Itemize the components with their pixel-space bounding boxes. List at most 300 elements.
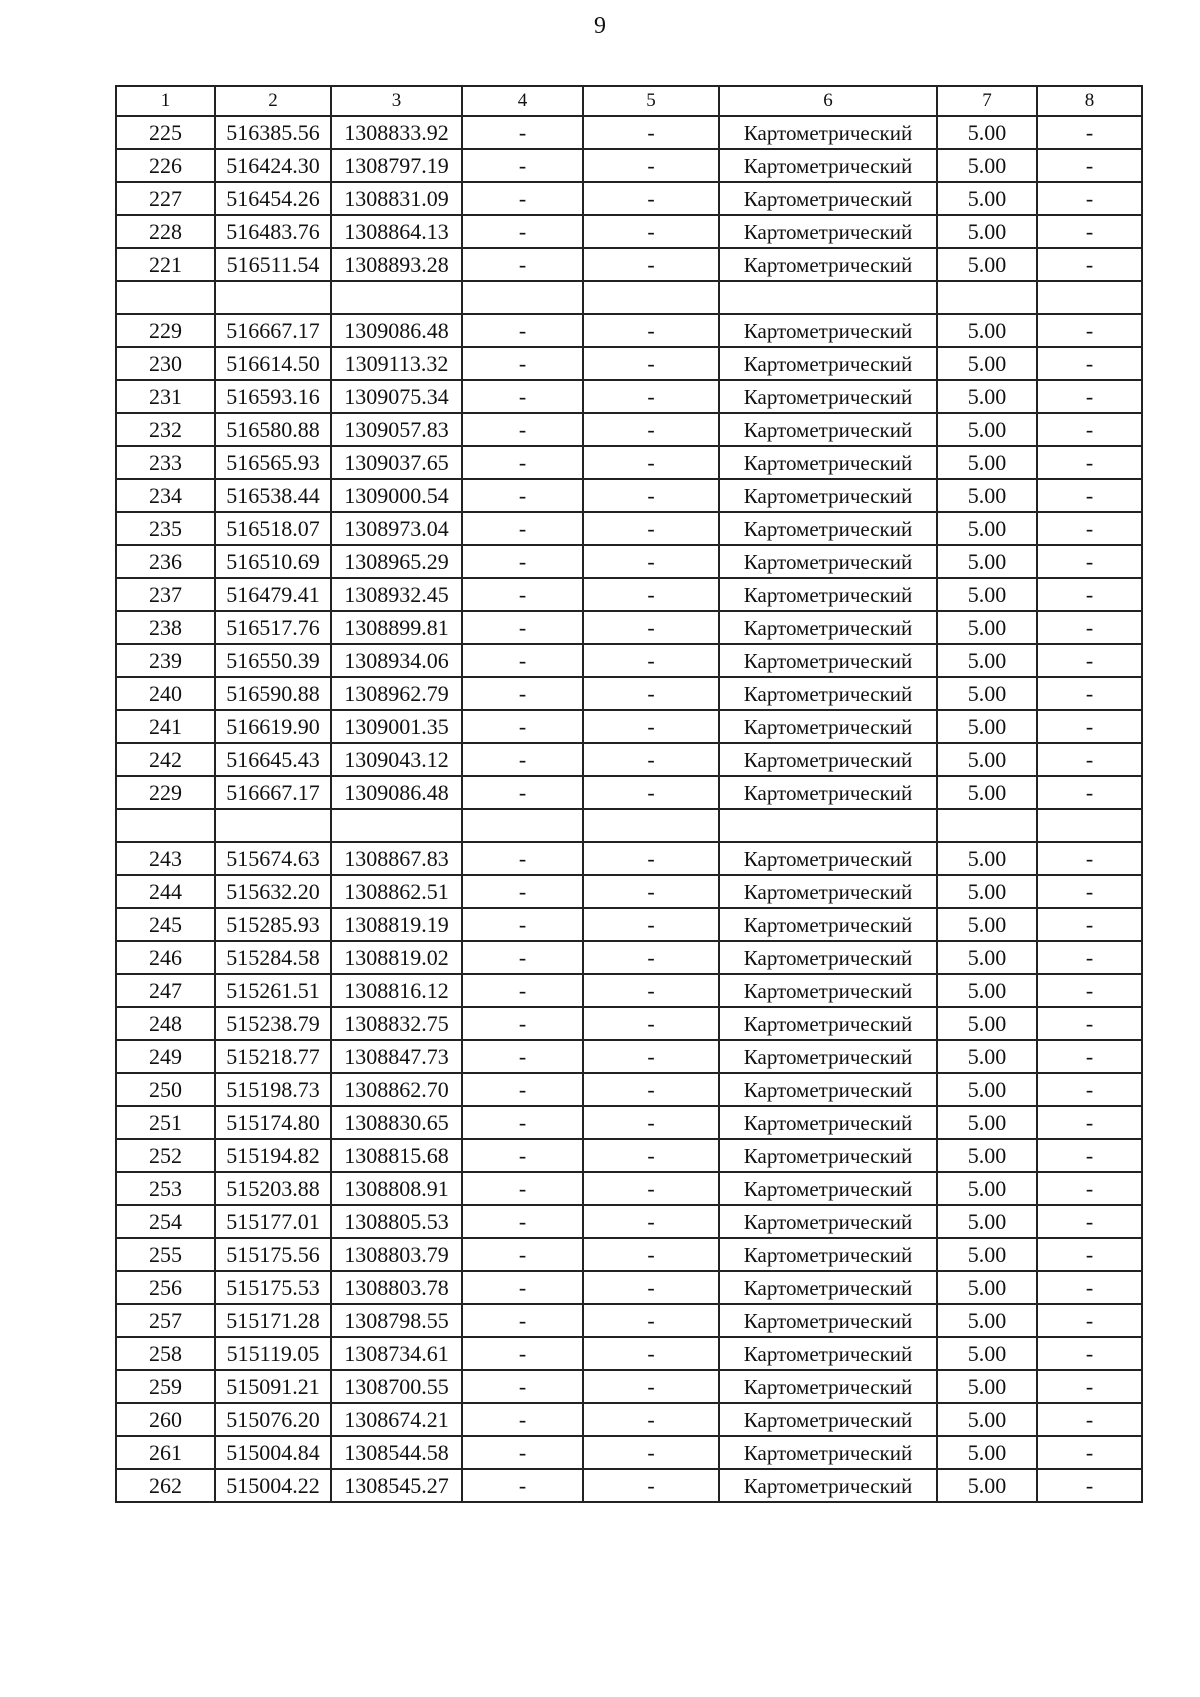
table-row: [116, 1139, 1142, 1172]
column-4-cell: -: [462, 1304, 583, 1337]
y-coordinate-cell: 1308973.04: [331, 512, 462, 545]
y-coordinate-cell: 1308867.83: [331, 842, 462, 875]
x-coordinate-cell: 516538.44: [215, 479, 331, 512]
column-5-cell: -: [583, 479, 719, 512]
column-header: 1: [116, 86, 215, 116]
y-coordinate-cell: 1308815.68: [331, 1139, 462, 1172]
column-8-cell: -: [1037, 1337, 1142, 1370]
x-coordinate-cell: 516454.26: [215, 182, 331, 215]
accuracy-cell: 5.00: [937, 314, 1037, 347]
table-row: [116, 149, 1142, 182]
y-coordinate-cell: 1308803.78: [331, 1271, 462, 1304]
accuracy-cell: 5.00: [937, 1238, 1037, 1271]
column-5-cell: -: [583, 1040, 719, 1073]
y-coordinate-cell: 1308832.75: [331, 1007, 462, 1040]
column-5-cell: -: [583, 248, 719, 281]
y-coordinate-cell: 1308803.79: [331, 1238, 462, 1271]
y-coordinate-cell: [331, 281, 462, 314]
column-4-cell: -: [462, 875, 583, 908]
method-cell: Картометрический: [719, 149, 937, 182]
table-row: [116, 644, 1142, 677]
y-coordinate-cell: 1309043.12: [331, 743, 462, 776]
column-5-cell: -: [583, 908, 719, 941]
point-number-cell: 225: [116, 116, 215, 149]
y-coordinate-cell: 1308831.09: [331, 182, 462, 215]
accuracy-cell: 5.00: [937, 413, 1037, 446]
y-coordinate-cell: 1308934.06: [331, 644, 462, 677]
y-coordinate-cell: 1309057.83: [331, 413, 462, 446]
column-header: 4: [462, 86, 583, 116]
table-row: [116, 842, 1142, 875]
table-row: [116, 908, 1142, 941]
table-row: [116, 413, 1142, 446]
table-row: [116, 776, 1142, 809]
table-row: [116, 809, 1142, 842]
point-number-cell: 234: [116, 479, 215, 512]
point-number-cell: 259: [116, 1370, 215, 1403]
x-coordinate-cell: 516510.69: [215, 545, 331, 578]
point-number-cell: 228: [116, 215, 215, 248]
table-row: [116, 446, 1142, 479]
point-number-cell: 237: [116, 578, 215, 611]
method-cell: Картометрический: [719, 1403, 937, 1436]
y-coordinate-cell: 1308734.61: [331, 1337, 462, 1370]
accuracy-cell: 5.00: [937, 974, 1037, 1007]
accuracy-cell: 5.00: [937, 842, 1037, 875]
column-8-cell: -: [1037, 347, 1142, 380]
x-coordinate-cell: 515091.21: [215, 1370, 331, 1403]
accuracy-cell: 5.00: [937, 1172, 1037, 1205]
accuracy-cell: 5.00: [937, 710, 1037, 743]
column-4-cell: -: [462, 1337, 583, 1370]
point-number-cell: 243: [116, 842, 215, 875]
y-coordinate-cell: 1308899.81: [331, 611, 462, 644]
accuracy-cell: 5.00: [937, 1337, 1037, 1370]
column-4-cell: -: [462, 644, 583, 677]
point-number-cell: 229: [116, 314, 215, 347]
column-header: 6: [719, 86, 937, 116]
table-row: [116, 1469, 1142, 1502]
point-number-cell: 233: [116, 446, 215, 479]
column-5-cell: -: [583, 743, 719, 776]
column-4-cell: -: [462, 611, 583, 644]
y-coordinate-cell: 1308893.28: [331, 248, 462, 281]
x-coordinate-cell: 515198.73: [215, 1073, 331, 1106]
method-cell: Картометрический: [719, 1436, 937, 1469]
method-cell: Картометрический: [719, 578, 937, 611]
column-5-cell: -: [583, 1271, 719, 1304]
y-coordinate-cell: 1308808.91: [331, 1172, 462, 1205]
x-coordinate-cell: 516580.88: [215, 413, 331, 446]
x-coordinate-cell: 515632.20: [215, 875, 331, 908]
accuracy-cell: 5.00: [937, 644, 1037, 677]
y-coordinate-cell: 1309001.35: [331, 710, 462, 743]
y-coordinate-cell: 1308798.55: [331, 1304, 462, 1337]
y-coordinate-cell: 1308805.53: [331, 1205, 462, 1238]
column-8-cell: -: [1037, 1040, 1142, 1073]
page-number: 9: [594, 13, 606, 39]
table-row: [116, 1007, 1142, 1040]
accuracy-cell: 5.00: [937, 1370, 1037, 1403]
y-coordinate-cell: 1308830.65: [331, 1106, 462, 1139]
column-5-cell: -: [583, 380, 719, 413]
column-5-cell: -: [583, 1304, 719, 1337]
column-5-cell: -: [583, 1073, 719, 1106]
column-5-cell: -: [583, 347, 719, 380]
column-8-cell: -: [1037, 1271, 1142, 1304]
accuracy-cell: 5.00: [937, 1007, 1037, 1040]
point-number-cell: 221: [116, 248, 215, 281]
accuracy-cell: 5.00: [937, 677, 1037, 710]
table-row: [116, 1436, 1142, 1469]
column-8-cell: -: [1037, 215, 1142, 248]
column-4-cell: -: [462, 116, 583, 149]
method-cell: Картометрический: [719, 1271, 937, 1304]
table-row: [116, 182, 1142, 215]
column-5-cell: -: [583, 149, 719, 182]
x-coordinate-cell: 516479.41: [215, 578, 331, 611]
point-number-cell: 251: [116, 1106, 215, 1139]
column-5-cell: -: [583, 578, 719, 611]
column-8-cell: -: [1037, 578, 1142, 611]
method-cell: Картометрический: [719, 347, 937, 380]
column-8-cell: -: [1037, 1205, 1142, 1238]
accuracy-cell: 5.00: [937, 776, 1037, 809]
method-cell: Картометрический: [719, 611, 937, 644]
x-coordinate-cell: 515218.77: [215, 1040, 331, 1073]
x-coordinate-cell: 516385.56: [215, 116, 331, 149]
method-cell: Картометрический: [719, 1172, 937, 1205]
table-row: [116, 743, 1142, 776]
point-number-cell: 240: [116, 677, 215, 710]
accuracy-cell: 5.00: [937, 446, 1037, 479]
method-cell: Картометрический: [719, 248, 937, 281]
column-8-cell: -: [1037, 545, 1142, 578]
x-coordinate-cell: 515175.56: [215, 1238, 331, 1271]
column-header: 3: [331, 86, 462, 116]
column-8-cell: -: [1037, 875, 1142, 908]
table-row: [116, 1337, 1142, 1370]
point-number-cell: 257: [116, 1304, 215, 1337]
column-8-cell: -: [1037, 908, 1142, 941]
column-5-cell: -: [583, 875, 719, 908]
table-row: [116, 248, 1142, 281]
x-coordinate-cell: 515284.58: [215, 941, 331, 974]
table-row: [116, 1238, 1142, 1271]
y-coordinate-cell: 1309113.32: [331, 347, 462, 380]
accuracy-cell: 5.00: [937, 116, 1037, 149]
x-coordinate-cell: 515175.53: [215, 1271, 331, 1304]
method-cell: Картометрический: [719, 974, 937, 1007]
point-number-cell: 255: [116, 1238, 215, 1271]
column-4-cell: -: [462, 1139, 583, 1172]
point-number-cell: 242: [116, 743, 215, 776]
x-coordinate-cell: 515194.82: [215, 1139, 331, 1172]
table-body: [116, 86, 1142, 1502]
table-row: [116, 281, 1142, 314]
accuracy-cell: 5.00: [937, 479, 1037, 512]
point-number-cell: 249: [116, 1040, 215, 1073]
column-5-cell: -: [583, 512, 719, 545]
method-cell: Картометрический: [719, 941, 937, 974]
column-5-cell: -: [583, 1205, 719, 1238]
column-4-cell: -: [462, 512, 583, 545]
column-4-cell: -: [462, 776, 583, 809]
table-row: [116, 1304, 1142, 1337]
table-row: [116, 479, 1142, 512]
column-5-cell: -: [583, 1337, 719, 1370]
x-coordinate-cell: 516424.30: [215, 149, 331, 182]
accuracy-cell: 5.00: [937, 1469, 1037, 1502]
point-number-cell: 239: [116, 644, 215, 677]
method-cell: Картометрический: [719, 1337, 937, 1370]
point-number-cell: 235: [116, 512, 215, 545]
column-8-cell: [1037, 809, 1142, 842]
column-5-cell: -: [583, 182, 719, 215]
column-5-cell: -: [583, 413, 719, 446]
y-coordinate-cell: 1308819.02: [331, 941, 462, 974]
x-coordinate-cell: 516614.50: [215, 347, 331, 380]
table-row: [116, 1073, 1142, 1106]
point-number-cell: 250: [116, 1073, 215, 1106]
point-number-cell: 229: [116, 776, 215, 809]
accuracy-cell: 5.00: [937, 908, 1037, 941]
column-5-cell: -: [583, 974, 719, 1007]
column-header: 5: [583, 86, 719, 116]
x-coordinate-cell: 515076.20: [215, 1403, 331, 1436]
point-number-cell: [116, 281, 215, 314]
table-row: [116, 512, 1142, 545]
accuracy-cell: 5.00: [937, 1139, 1037, 1172]
column-4-cell: -: [462, 545, 583, 578]
method-cell: Картометрический: [719, 1007, 937, 1040]
x-coordinate-cell: 515674.63: [215, 842, 331, 875]
column-8-cell: -: [1037, 116, 1142, 149]
y-coordinate-cell: 1308864.13: [331, 215, 462, 248]
table-row: [116, 545, 1142, 578]
method-cell: Картометрический: [719, 743, 937, 776]
column-4-cell: -: [462, 380, 583, 413]
accuracy-cell: 5.00: [937, 743, 1037, 776]
x-coordinate-cell: 515004.84: [215, 1436, 331, 1469]
x-coordinate-cell: 515004.22: [215, 1469, 331, 1502]
column-8-cell: -: [1037, 512, 1142, 545]
y-coordinate-cell: [331, 809, 462, 842]
accuracy-cell: 5.00: [937, 215, 1037, 248]
point-number-cell: 258: [116, 1337, 215, 1370]
accuracy-cell: 5.00: [937, 380, 1037, 413]
column-5-cell: -: [583, 1172, 719, 1205]
method-cell: Картометрический: [719, 1304, 937, 1337]
point-number-cell: 230: [116, 347, 215, 380]
column-4-cell: -: [462, 1238, 583, 1271]
table-row: [116, 1172, 1142, 1205]
point-number-cell: 226: [116, 149, 215, 182]
method-cell: [719, 809, 937, 842]
table-row: [116, 710, 1142, 743]
table-row: [116, 974, 1142, 1007]
y-coordinate-cell: 1308962.79: [331, 677, 462, 710]
column-8-cell: -: [1037, 1139, 1142, 1172]
column-8-cell: -: [1037, 842, 1142, 875]
point-number-cell: 247: [116, 974, 215, 1007]
y-coordinate-cell: 1309000.54: [331, 479, 462, 512]
method-cell: Картометрический: [719, 1139, 937, 1172]
method-cell: Картометрический: [719, 644, 937, 677]
column-8-cell: -: [1037, 710, 1142, 743]
column-5-cell: -: [583, 941, 719, 974]
column-4-cell: -: [462, 1370, 583, 1403]
y-coordinate-cell: 1309075.34: [331, 380, 462, 413]
method-cell: Картометрический: [719, 413, 937, 446]
table-row: [116, 677, 1142, 710]
column-8-cell: -: [1037, 611, 1142, 644]
column-8-cell: -: [1037, 1370, 1142, 1403]
column-4-cell: -: [462, 182, 583, 215]
method-cell: Картометрический: [719, 875, 937, 908]
column-8-cell: -: [1037, 1469, 1142, 1502]
x-coordinate-cell: 515177.01: [215, 1205, 331, 1238]
column-4-cell: -: [462, 215, 583, 248]
point-number-cell: 241: [116, 710, 215, 743]
accuracy-cell: 5.00: [937, 1040, 1037, 1073]
column-4-cell: -: [462, 842, 583, 875]
column-8-cell: -: [1037, 1106, 1142, 1139]
column-4-cell: -: [462, 1469, 583, 1502]
method-cell: Картометрический: [719, 380, 937, 413]
column-4-cell: -: [462, 677, 583, 710]
column-5-cell: -: [583, 1370, 719, 1403]
column-8-cell: -: [1037, 776, 1142, 809]
point-number-cell: 246: [116, 941, 215, 974]
accuracy-cell: 5.00: [937, 182, 1037, 215]
column-5-cell: -: [583, 677, 719, 710]
x-coordinate-cell: 516550.39: [215, 644, 331, 677]
column-4-cell: -: [462, 743, 583, 776]
column-8-cell: -: [1037, 149, 1142, 182]
accuracy-cell: 5.00: [937, 347, 1037, 380]
column-8-cell: -: [1037, 248, 1142, 281]
column-5-cell: -: [583, 215, 719, 248]
table-row: [116, 1403, 1142, 1436]
column-4-cell: -: [462, 479, 583, 512]
column-5-cell: -: [583, 776, 719, 809]
method-cell: Картометрический: [719, 479, 937, 512]
method-cell: Картометрический: [719, 545, 937, 578]
accuracy-cell: 5.00: [937, 1271, 1037, 1304]
column-header: 8: [1037, 86, 1142, 116]
accuracy-cell: 5.00: [937, 1403, 1037, 1436]
table-row: [116, 1106, 1142, 1139]
column-5-cell: [583, 809, 719, 842]
x-coordinate-cell: 515171.28: [215, 1304, 331, 1337]
point-number-cell: 252: [116, 1139, 215, 1172]
method-cell: Картометрический: [719, 512, 937, 545]
column-8-cell: -: [1037, 677, 1142, 710]
column-8-cell: [1037, 281, 1142, 314]
column-8-cell: -: [1037, 644, 1142, 677]
method-cell: Картометрический: [719, 1073, 937, 1106]
column-4-cell: -: [462, 1403, 583, 1436]
accuracy-cell: [937, 281, 1037, 314]
column-5-cell: -: [583, 1139, 719, 1172]
column-8-cell: -: [1037, 1403, 1142, 1436]
point-number-cell: 238: [116, 611, 215, 644]
point-number-cell: 260: [116, 1403, 215, 1436]
x-coordinate-cell: 516517.76: [215, 611, 331, 644]
column-5-cell: -: [583, 644, 719, 677]
column-8-cell: -: [1037, 1073, 1142, 1106]
column-4-cell: -: [462, 974, 583, 1007]
column-4-cell: -: [462, 710, 583, 743]
table-row: [116, 578, 1142, 611]
x-coordinate-cell: 515203.88: [215, 1172, 331, 1205]
accuracy-cell: 5.00: [937, 1073, 1037, 1106]
column-5-cell: -: [583, 1469, 719, 1502]
method-cell: Картометрический: [719, 1040, 937, 1073]
accuracy-cell: 5.00: [937, 1304, 1037, 1337]
x-coordinate-cell: 516565.93: [215, 446, 331, 479]
y-coordinate-cell: 1308965.29: [331, 545, 462, 578]
point-number-cell: 236: [116, 545, 215, 578]
column-5-cell: -: [583, 1238, 719, 1271]
x-coordinate-cell: 516590.88: [215, 677, 331, 710]
method-cell: Картометрический: [719, 1370, 937, 1403]
y-coordinate-cell: 1308797.19: [331, 149, 462, 182]
column-4-cell: [462, 281, 583, 314]
column-8-cell: -: [1037, 479, 1142, 512]
y-coordinate-cell: 1308700.55: [331, 1370, 462, 1403]
column-header: 2: [215, 86, 331, 116]
accuracy-cell: 5.00: [937, 941, 1037, 974]
column-8-cell: -: [1037, 446, 1142, 479]
x-coordinate-cell: 515119.05: [215, 1337, 331, 1370]
y-coordinate-cell: 1308544.58: [331, 1436, 462, 1469]
column-4-cell: -: [462, 413, 583, 446]
column-8-cell: -: [1037, 1436, 1142, 1469]
column-4-cell: -: [462, 1073, 583, 1106]
method-cell: Картометрический: [719, 182, 937, 215]
column-4-cell: -: [462, 1040, 583, 1073]
point-number-cell: 244: [116, 875, 215, 908]
method-cell: Картометрический: [719, 1205, 937, 1238]
column-5-cell: -: [583, 1106, 719, 1139]
method-cell: Картометрический: [719, 116, 937, 149]
column-8-cell: -: [1037, 974, 1142, 1007]
accuracy-cell: [937, 809, 1037, 842]
table-row: [116, 1370, 1142, 1403]
y-coordinate-cell: 1309086.48: [331, 776, 462, 809]
x-coordinate-cell: 516619.90: [215, 710, 331, 743]
x-coordinate-cell: 516667.17: [215, 776, 331, 809]
table-row: [116, 116, 1142, 149]
point-number-cell: 245: [116, 908, 215, 941]
column-5-cell: -: [583, 710, 719, 743]
table-row: [116, 215, 1142, 248]
column-5-cell: [583, 281, 719, 314]
method-cell: Картометрический: [719, 710, 937, 743]
accuracy-cell: 5.00: [937, 248, 1037, 281]
x-coordinate-cell: [215, 281, 331, 314]
table-row: [116, 875, 1142, 908]
method-cell: Картометрический: [719, 842, 937, 875]
table-row: [116, 347, 1142, 380]
table-row: [116, 314, 1142, 347]
x-coordinate-cell: 516667.17: [215, 314, 331, 347]
column-4-cell: -: [462, 1436, 583, 1469]
column-4-cell: -: [462, 347, 583, 380]
x-coordinate-cell: [215, 809, 331, 842]
